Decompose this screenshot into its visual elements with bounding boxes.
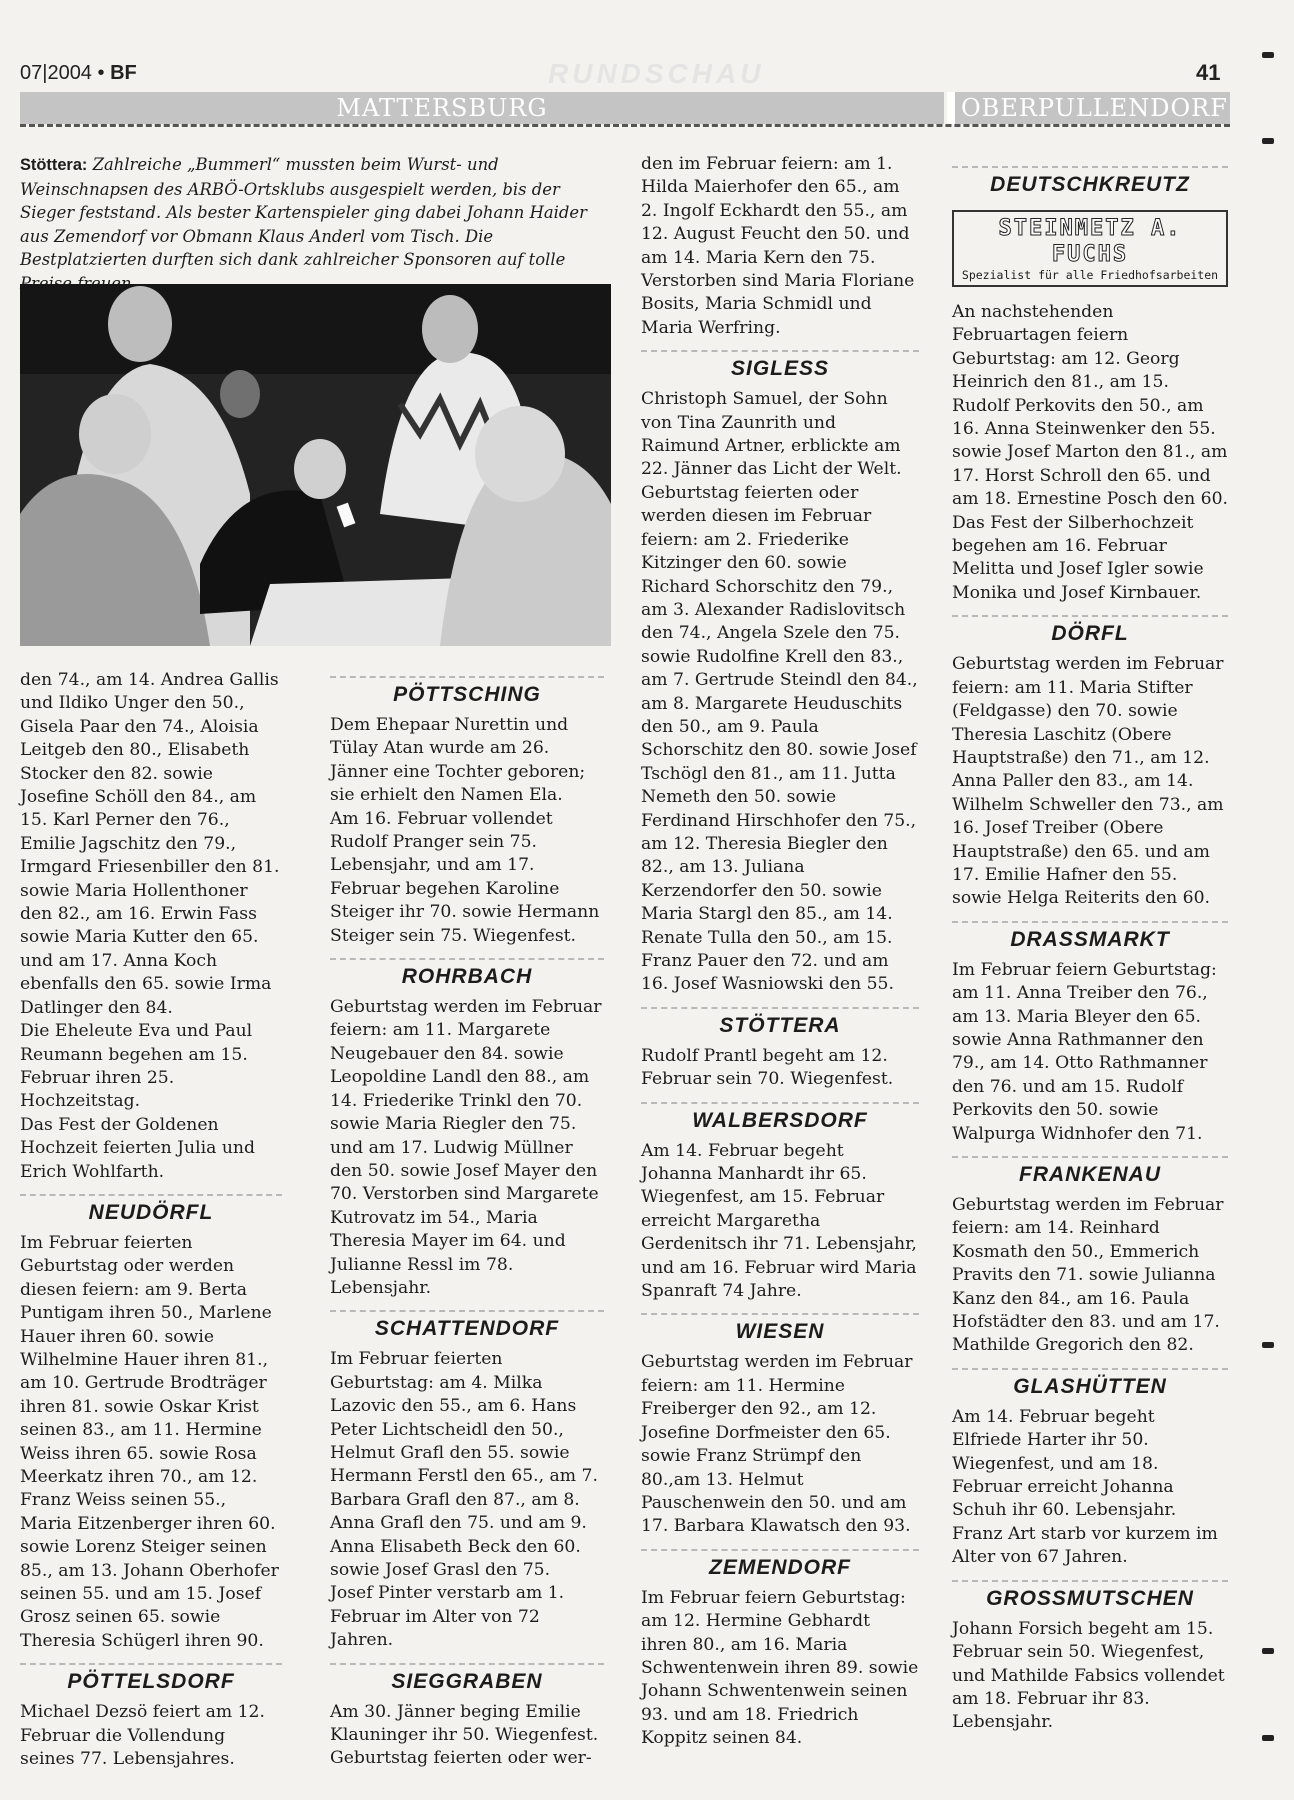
region-label-mattersburg: MATTERSBURG — [336, 94, 548, 122]
section-heading-frankenau: FRANKENAU — [952, 1156, 1228, 1188]
column-1 — [20, 669, 282, 1771]
issue-info — [20, 62, 137, 85]
article-paragraph: den 74., am 14. Andrea Gallis und Ildiko Unger den 50., Gisela Paar den 74., Aloisia Leitgeb den 80., Elisabeth Stocker den 82. sowie Josefine Schöll den 84., am 15. Karl Perner den 76., Emilie Jagschitz den 79., Irmgard Friesenbiller den 81. sowie Maria Hollenthoner den 82., am 16. Erwin Fass sowie Maria Kutter den 65. und am 17. Anna Koch ebenfalls den 65. sowie Irma Datlinger den 84. — [20, 670, 280, 1018]
article-paragraph: Im Februar feierten Geburtstag: am 4. Milka Lazovic den 55., am 6. Hans Peter Lichtscheidl den 50., Helmut Grafl den 55. sowie Hermann Ferstl den 65., am 7. Barbara Grafl den 87., am 8. Anna Grafl den 75. und am 9. Anna Elisabeth Beck den 60. sowie Josef Grasl den 75. — [330, 1349, 598, 1580]
advertisement-steinmetz — [952, 210, 1228, 287]
brand-label: BF — [110, 62, 137, 84]
section-heading-rohrbach: ROHRBACH — [330, 958, 604, 990]
banner-divider — [20, 124, 1230, 127]
section-title: RUNDSCHAU — [548, 58, 765, 89]
photo-caption — [20, 153, 618, 296]
article-paragraph: Die Eheleute Eva und Paul Reumann begehen am 15. Februar ihren 25. Hochzeitstag. — [20, 1021, 253, 1112]
article-paragraph: Im Februar feierten Geburtstag oder werden diesen feiern: am 9. Berta Puntigam ihren 50., Marlene Hauer ihren 60. sowie Wilhelmine Hauer ihren 81., am 10. Gertrude Brodträger ihren 81. sowie Oskar Krist seinen 83., am 11. Hermine Weiss ihren 65. sowie Rosa Meerkatz ihren 70., am 12. Franz Weiss seinen 55., Maria Eitzenberger ihren 60. sowie Lorenz Steiger seinen 85., am 13. Johann Oberhofer seinen 55. und am 15. Josef Grosz seinen 65. sowie Theresia Schügerl ihren 90. — [20, 1232, 279, 1651]
column-3 — [641, 153, 919, 1751]
article-paragraph: Geburtstag werden im Februar feiern: am 11. Hermine Freiberger den 92., am 12. Josefine Dorfmeister den 65. sowie Franz Strümpf den 80.,am 13. Helmut Pauschenwein den 50. und am 17. Barbara Klawatsch den 93. — [641, 1352, 913, 1537]
article-paragraph: Geburtstag werden im Februar feiern: am 14. Reinhard Kosmath den 50., Emmerich Pravits den 71. sowie Julianna Kanz den 84., am 16. Paula Hofstädter den 83. und am 17. Mathilde Gregorich den 82. — [952, 1195, 1224, 1356]
article-paragraph: Christoph Samuel, der Sohn von Tina Zaunrith und Raimund Artner, erblickte am 22. Jänner das Licht der Welt. — [641, 389, 902, 480]
column-4 — [952, 166, 1228, 1735]
ad-title: STEINMETZ A. FUCHS — [998, 216, 1182, 267]
section-heading-glashuetten: GLASHÜTTEN — [952, 1368, 1228, 1400]
article-paragraph: Franz Art starb vor kurzem im Alter von 67 Jahren. — [952, 1523, 1218, 1568]
scan-mark — [1262, 138, 1274, 144]
page-number: 41 — [1196, 60, 1221, 85]
section-heading-poettelsdorf: PÖTTELSDORF — [20, 1663, 282, 1695]
section-heading-drassmarkt: DRASSMARKT — [952, 921, 1228, 953]
article-paragraph: Am 14. Februar begeht Johanna Manhardt ihr 65. Wiegenfest, am 15. Februar erreicht Margaretha Gerdenitsch ihr 71. Lebensjahr, und am 16. Februar wird Maria Spanraft 74 Jahre. — [641, 1140, 917, 1302]
caption-text: Zahlreiche „Bummerl“ mussten beim Wurst- und Weinschnapsen des ARBÖ-Ortsklubs ausgespielt werden, bis der Sieger feststand. Als bester Kartenspieler ging dabei Johann Haider aus Zemendorf vor Obmann Klaus Anderl vom Tisch. Die Bestplatzierten durften sich dank zahlreicher Sponsoren auf tolle — [20, 155, 587, 270]
article-paragraph: Dem Ehepaar Nurettin und Tülay Atan wurde am 26. Jänner eine Tochter geboren; sie erhielt den Namen Ela. — [330, 715, 586, 806]
article-paragraph: Am 14. Februar begeht Elfriede Harter ihr 50. Wiegenfest, und am 18. Februar erreicht Johanna Schuh ihr 60. Lebensjahr. — [952, 1406, 1177, 1521]
article-paragraph: Josef Pinter verstarb am 1. Februar im Alter von 72 Jahren. — [330, 1583, 565, 1651]
article-paragraph: Am 30. Jänner beging Emilie Klauninger ihr 50. Wiegenfest. Geburtstag feierten oder wer- — [330, 1701, 599, 1769]
ad-subtitle: Spezialist für alle Friedhofsarbeiten — [961, 268, 1219, 282]
section-heading-sigless: SIGLESS — [641, 350, 919, 382]
section-heading-wiesen: WIESEN — [641, 1313, 919, 1345]
article-paragraph: Im Februar feiern Geburtstag: am 11. Anna Treiber den 76., am 13. Maria Bleyer den 65. sowie Anna Rathmanner den 79., am 14. Otto Rathmanner den 76. und am 15. Rudolf Perkovits den 50. sowie Walpurga Widnhofer den 71. — [952, 959, 1217, 1144]
article-paragraph: Das Fest der Goldenen Hochzeit feierten Julia und Erich Wohlfarth. — [20, 1114, 255, 1182]
section-heading-grossmutschen: GROSSMUTSCHEN — [952, 1580, 1228, 1612]
scan-mark — [1262, 1342, 1274, 1348]
section-heading-walbersdorf: WALBERSDORF — [641, 1102, 919, 1134]
article-paragraph: Johann Forsich begeht am 15. Februar sein 50. Wiegenfest, und Mathilde Fabsics vollendet am 18. Februar ihr 83. Lebensjahr. — [952, 1618, 1225, 1733]
scan-mark — [1262, 52, 1274, 58]
photo-illustration — [20, 284, 611, 646]
section-heading-neudoerfl: NEUDÖRFL — [20, 1194, 282, 1226]
section-heading-zemendorf: ZEMENDORF — [641, 1549, 919, 1581]
article-paragraph: Im Februar feiern Geburtstag: am 12. Hermine Gebhardt ihren 80., am 16. Maria Schwentenwein ihren 89. sowie Johann Schwentenwein seinen 93. und am 18. Friedrich Koppitz seinen 84. — [641, 1587, 919, 1749]
article-paragraph: An nachstehenden Februartagen feiern Geburtstag: am 12. Georg Heinrich den 81., am 15. Rudolf Perkovits den 50., am 16. Anna Steinwenker den 55. sowie Josef Marton den 81., am 17. Horst Schroll den 65. und am 18. Ernestine Posch den 60. — [952, 302, 1228, 510]
article-paragraph: Das Fest der Silberhochzeit begehen am 16. Februar Melitta und Josef Igler sowie Monika und Josef Kirnbauer. — [952, 512, 1204, 603]
article-paragraph: Geburtstag feierten oder werden diesen im Februar feiern: am 2. Friederike Kitzinger den 60. sowie Richard Schorschitz den 79., am 3. Alexander Radislovitsch den 74., Angela Szele den 75. sowie Rudolfine Krell den 83., am 7. Gertrude Steindl den 84., am 8. Margarete Heuduschits den 50., am 9. Paula Schorschitz den 80. sowie Josef Tschögl den 81., am 11. Jutta Nemeth den 50. sowie Ferdinand Hirschhofer den 75., am 12. Theresia Biegler den 82., am 13. Juliana Kerzendorfer den 50. sowie Maria Stargl den 85., am 14. Renate Tulla den 50., am 15. Franz Pauer den 72. und am 16. Josef Wasniowski den 55. — [641, 482, 918, 995]
column-2 — [330, 676, 604, 1771]
article-paragraph: Michael Dezsö feiert am 12. Februar die Vollendung seines 77. Lebensjahres. — [20, 1702, 265, 1770]
article-paragraph: Geburtstag werden im Februar feiern: am 11. Maria Stifter (Feldgasse) den 70. sowie Theresia Laschitz (Obere Hauptstraße) den 71., am 12. Anna Paller den 83., am 14. Wilhelm Schweller den 73., am 16. Josef Treiber (Obere Hauptstraße) den 65. und am 17. Emilie Hafner den 55. sowie Helga Reiterits den 60. — [952, 654, 1224, 909]
article-paragraph: Geburtstag werden im Februar feiern: am 11. Margarete Neugebauer den 84. sowie Leopoldine Landl den 88., am 14. Friederike Trinkl den 70. sowie Maria Riegler den 75. und am 17. Ludwig Müllner den 50. sowie Josef Mayer den 70. Verstorben sind Margarete Kutrovatz im 54., Maria Theresia Mayer im 64. und Julianne Ressl im 78. Lebensjahr. — [330, 997, 602, 1298]
section-heading-stoettera: STÖTTERA — [641, 1007, 919, 1039]
article-paragraph: Rudolf Prantl begeht am 12. Februar sein 70. Wiegenfest. — [641, 1045, 894, 1090]
caption-lead: Stöttera: — [20, 156, 88, 174]
article-paragraph: den im Februar feiern: am 1. Hilda Maierhofer den 65., am 2. Ingolf Eckhardt den 55., am 12. August Feucht den 50. und am 14. Maria Kern den 75. Verstorben sind Maria Floriane Bosits, Maria Schmidl und Maria Werfring. — [641, 154, 915, 338]
card-players-photo — [20, 284, 611, 646]
section-heading-deutschkreutz: DEUTSCHKREUTZ — [952, 166, 1228, 198]
region-banner-oberpullendorf: OBERPULLENDORF — [947, 92, 1230, 124]
section-heading-doerfl: DÖRFL — [952, 615, 1228, 647]
article-paragraph: Am 16. Februar vollendet Rudolf Pranger sein 75. Lebensjahr, und am 17. Februar begehen Karoline Steiger ihr 70. sowie Hermann Steiger sein 75. Wiegenfest. — [330, 808, 600, 946]
scan-mark — [1262, 1735, 1274, 1741]
section-heading-schattendorf: SCHATTENDORF — [330, 1310, 604, 1342]
section-heading-poettsching: PÖTTSCHING — [330, 676, 604, 708]
issue-date: 07|2004 • — [20, 62, 105, 84]
scan-mark — [1262, 1648, 1274, 1654]
region-banner-mattersburg — [20, 92, 944, 124]
section-heading-sieggraben: SIEGGRABEN — [330, 1663, 604, 1695]
